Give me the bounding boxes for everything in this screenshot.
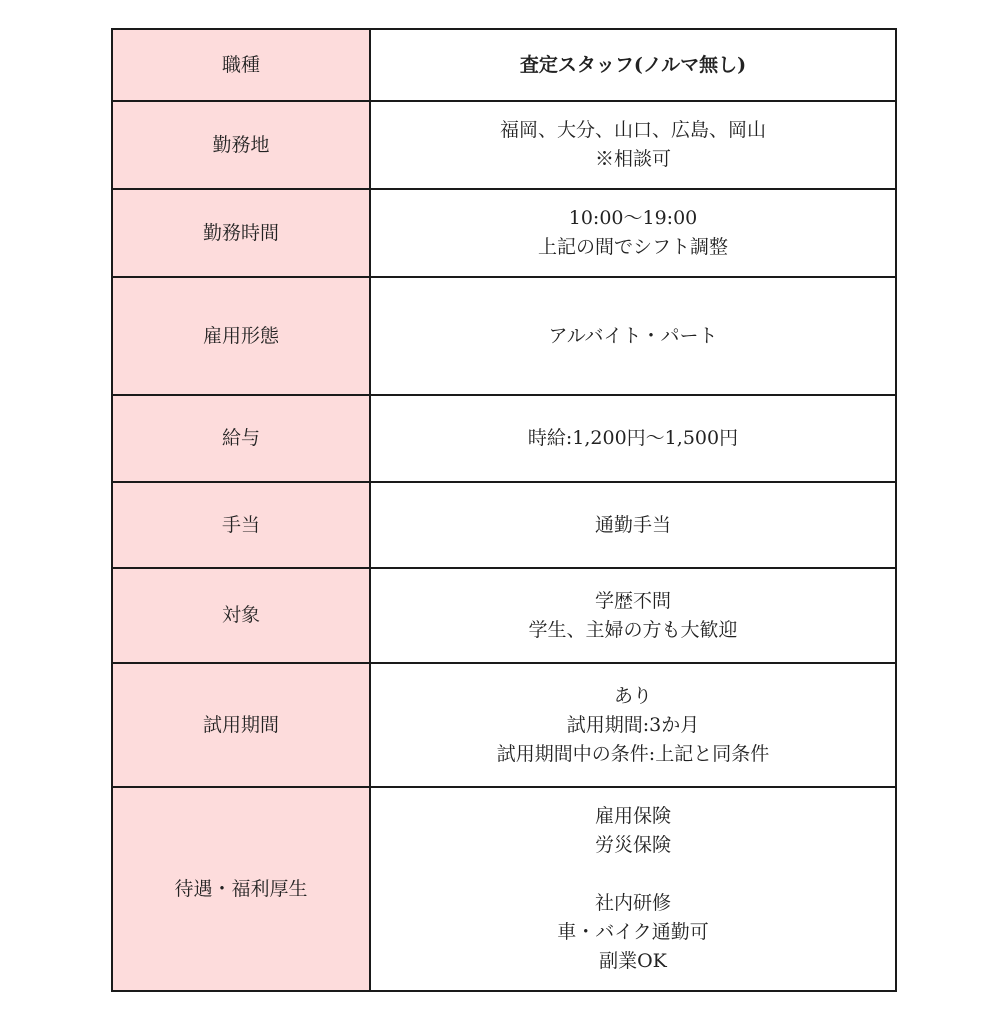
trial-period-value (370, 663, 896, 787)
row-benefits (112, 787, 896, 991)
benefits-line-3: 社内研修 (594, 892, 671, 914)
work-hours-line-2: 上記の間でシフト調整 (537, 236, 728, 258)
row-trial-period (112, 663, 896, 787)
row-employment-type (112, 277, 896, 395)
work-location-value (370, 101, 896, 189)
trial-period-line-2: 試用期間:3か月 (566, 713, 700, 736)
row-allowance (112, 482, 896, 568)
eligibility-value (370, 568, 896, 663)
benefits-line-4: 車・バイク通勤可 (557, 921, 709, 943)
salary-value (370, 395, 896, 482)
work-location-label: 勤務地 (112, 101, 370, 189)
trial-period-line-1: あり (613, 684, 652, 707)
work-location-line-2: ※相談可 (594, 148, 671, 170)
job-type-label: 職種 (112, 29, 370, 101)
allowance-value (370, 482, 896, 568)
row-work-location (112, 101, 896, 189)
eligibility-label: 対象 (112, 568, 370, 663)
job-type-value (370, 29, 896, 101)
work-hours-line-1: 10:00〜19:00 (568, 207, 698, 229)
work-hours-label: 勤務時間 (112, 189, 370, 277)
row-eligibility (112, 568, 896, 663)
allowance-line-1: 通勤手当 (594, 513, 671, 536)
benefits-label: 待遇・福利厚生 (112, 787, 370, 991)
work-location-line-1: 福岡、大分、山口、広島、岡山 (499, 119, 766, 141)
trial-period-line-3: 試用期間中の条件:上記と同条件 (496, 742, 770, 765)
eligibility-line-1: 学歴不問 (594, 589, 671, 612)
benefits-line-1: 雇用保険 (594, 805, 671, 827)
benefits-line-2: 労災保険 (594, 834, 671, 856)
trial-period-label: 試用期間 (112, 663, 370, 787)
work-hours-value (370, 189, 896, 277)
job-details-table (111, 28, 897, 992)
salary-line-1: 時給:1,200円〜1,500円 (527, 427, 739, 449)
salary-label: 給与 (112, 395, 370, 482)
employment-type-value (370, 277, 896, 395)
employment-type-label: 雇用形態 (112, 277, 370, 395)
row-work-hours (112, 189, 896, 277)
row-salary (112, 395, 896, 482)
employment-type-line-1: アルバイト・パート (548, 324, 718, 347)
job-type-line-1: 査定スタッフ(ノルマ無し) (519, 53, 747, 76)
benefits-line-spacer (381, 860, 885, 889)
benefits-line-5: 副業OK (599, 950, 667, 972)
allowance-label: 手当 (112, 482, 370, 568)
eligibility-line-2: 学生、主婦の方も大歓迎 (528, 618, 738, 641)
benefits-value (370, 787, 896, 991)
row-job-type (112, 29, 896, 101)
